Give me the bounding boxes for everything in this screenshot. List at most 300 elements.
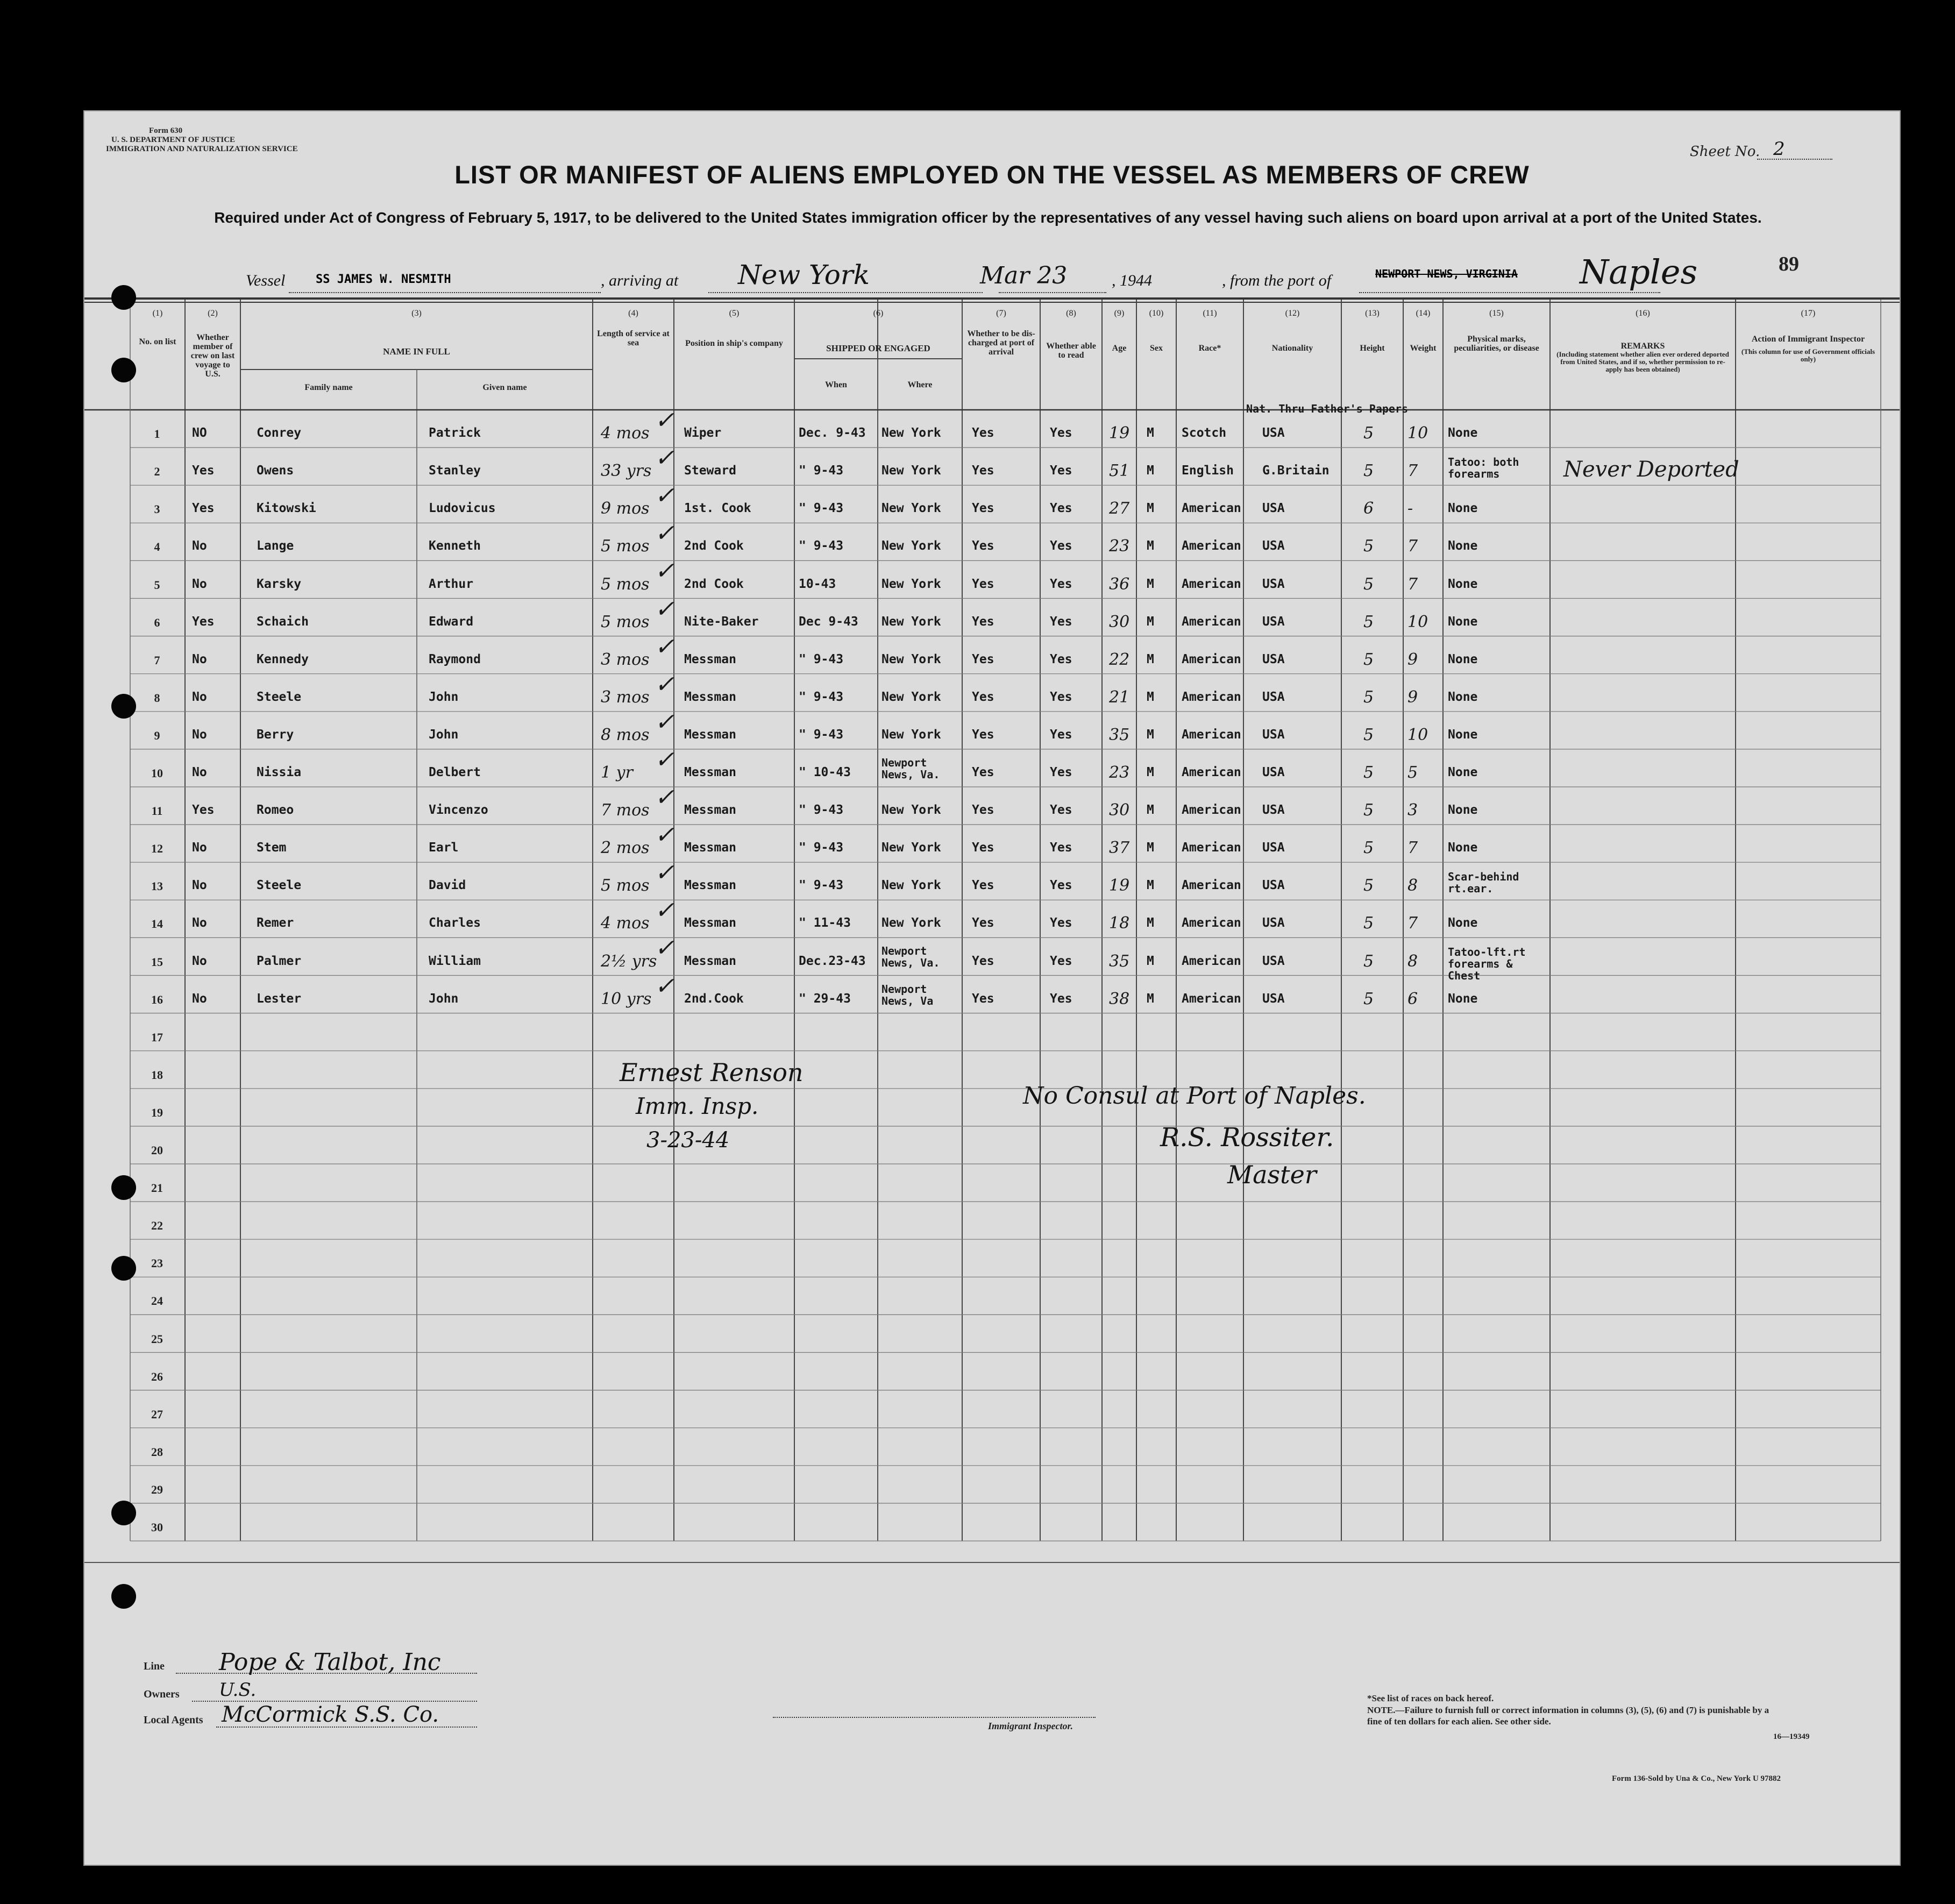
crew-marks: None [1448, 539, 1478, 553]
crew-age: 19 [1109, 424, 1130, 443]
crew-sex: M [1147, 916, 1154, 930]
crew-family: Conrey [257, 426, 302, 441]
crew-family: Remer [257, 916, 294, 930]
crew-when: " 29-43 [799, 991, 851, 1006]
check-mark: ✓ [655, 972, 674, 1000]
crew-age: 36 [1109, 574, 1130, 594]
crew-prev: No [192, 727, 207, 742]
crew-where: Newport News, Va. [881, 944, 940, 970]
crew-race: American [1182, 878, 1241, 893]
check-mark: ✓ [655, 934, 674, 962]
column-number: (6) [873, 309, 884, 318]
row-number: 4 [154, 540, 160, 554]
crew-family: Lange [257, 539, 294, 553]
crew-family: Karsky [257, 577, 302, 591]
crew-discharged: Yes [972, 539, 994, 553]
row-number: 19 [151, 1105, 163, 1119]
crew-where: Newport News, Va. [881, 756, 940, 781]
crew-age: 22 [1109, 650, 1130, 669]
crew-prev: Yes [192, 803, 215, 818]
binder-hole [111, 1256, 136, 1281]
crew-sex: M [1147, 501, 1154, 516]
crew-weight: 10 [1407, 612, 1428, 631]
check-mark: ✓ [655, 520, 674, 548]
crew-given: John [429, 727, 459, 742]
crew-race: American [1182, 501, 1241, 516]
crew-family: Palmer [257, 954, 302, 968]
crew-race: American [1182, 916, 1241, 930]
crew-family: Steele [257, 878, 302, 893]
crew-discharged: Yes [972, 991, 994, 1006]
check-mark: ✓ [655, 821, 674, 849]
crew-weight: 10 [1407, 725, 1428, 744]
crew-family: Berry [257, 727, 294, 742]
crew-sex: M [1147, 991, 1154, 1006]
crew-height: 5 [1363, 461, 1374, 481]
crew-age: 38 [1109, 989, 1130, 1008]
crew-where: New York [881, 652, 941, 666]
crew-sex: M [1147, 690, 1154, 704]
row-number: 25 [151, 1332, 163, 1346]
crew-weight: 7 [1407, 537, 1418, 556]
crew-marks: None [1448, 577, 1478, 591]
crew-where: New York [881, 690, 941, 704]
crew-read: Yes [1050, 652, 1072, 666]
crew-discharged: Yes [972, 803, 994, 818]
crew-family: Romeo [257, 803, 294, 818]
binder-hole [111, 358, 136, 382]
crew-given: Edward [429, 614, 474, 629]
check-mark: ✓ [655, 633, 674, 660]
crew-position: 2nd Cook [684, 577, 744, 591]
master-signature: R.S. Rossiter. [1160, 1122, 1334, 1153]
crew-discharged: Yes [972, 954, 994, 968]
crew-when: " 9-43 [799, 727, 844, 742]
consul-note: No Consul at Port of Naples. [1023, 1082, 1366, 1110]
crew-discharged: Yes [972, 577, 994, 591]
crew-when: " 9-43 [799, 652, 844, 666]
crew-prev: Yes [192, 464, 215, 478]
crew-when: Dec 9-43 [799, 614, 858, 629]
departure-port: Naples [1580, 252, 1698, 292]
owners-label: Owners [144, 1688, 180, 1700]
column-number: (8) [1066, 309, 1076, 318]
crew-nationality: USA [1262, 878, 1285, 893]
column-header-2: Whether member of crew on last voyage to U.S. [190, 333, 235, 379]
crew-prev: Yes [192, 614, 215, 629]
crew-read: Yes [1050, 916, 1072, 930]
row-number: 29 [151, 1482, 163, 1496]
check-mark: ✓ [655, 859, 674, 887]
column-subheader: (This column for use of Government officials only) [1741, 347, 1875, 363]
column-number: (10) [1149, 309, 1164, 318]
crew-remarks: Never Deported [1563, 457, 1739, 482]
column-header-15: Physical marks, peculiarities, or disease [1454, 335, 1539, 353]
crew-read: Yes [1050, 614, 1072, 629]
crew-where: New York [881, 577, 941, 591]
crew-nationality: USA [1262, 727, 1285, 742]
row-number: 18 [151, 1068, 163, 1082]
crew-given: John [429, 991, 459, 1006]
row-number: 1 [154, 427, 160, 441]
crew-race: American [1182, 539, 1241, 553]
binder-hole [111, 1175, 136, 1200]
crew-age: 35 [1109, 951, 1130, 971]
crew-position: Messman [684, 841, 736, 855]
column-subheader: Where [907, 380, 933, 389]
column-number: (11) [1203, 309, 1217, 318]
sheet-label: Sheet No. [1690, 144, 1760, 160]
crew-height: 5 [1363, 801, 1374, 820]
crew-weight: 7 [1407, 839, 1418, 858]
crew-age: 21 [1109, 687, 1130, 707]
crew-read: Yes [1050, 765, 1072, 779]
column-header-13: Height [1360, 344, 1385, 353]
crew-given: Delbert [429, 765, 481, 779]
crew-nationality: USA [1262, 954, 1285, 968]
crew-weight: 9 [1407, 687, 1418, 707]
crew-nationality: USA [1262, 614, 1285, 629]
column-subheader: Given name [482, 383, 527, 392]
row-number: 15 [151, 955, 163, 969]
row-number: 22 [151, 1219, 163, 1233]
column-number: (7) [996, 309, 1006, 318]
crew-service: 3 mos [601, 687, 650, 707]
printer-imprint: Form 136-Sold by Una & Co., New York U 97882 [1612, 1774, 1781, 1783]
crew-marks: None [1448, 614, 1478, 629]
sheet-number: 2 [1773, 138, 1785, 160]
crew-age: 37 [1109, 839, 1130, 858]
crew-family: Kennedy [257, 652, 309, 666]
crew-nationality: USA [1262, 577, 1285, 591]
crew-marks: None [1448, 991, 1478, 1006]
crew-nationality: USA [1262, 803, 1285, 818]
crew-read: Yes [1050, 426, 1072, 441]
department: U. S. DEPARTMENT OF JUSTICE [111, 136, 236, 144]
crew-service: 5 mos [601, 574, 650, 594]
crew-weight: 6 [1407, 989, 1418, 1008]
crew-age: 51 [1109, 461, 1130, 481]
row-number: 7 [154, 653, 160, 667]
crew-prev: Yes [192, 501, 215, 516]
crew-age: 27 [1109, 499, 1130, 518]
crew-sex: M [1147, 464, 1154, 478]
crew-age: 23 [1109, 537, 1130, 556]
column-number: (1) [152, 309, 163, 318]
crew-where: New York [881, 916, 941, 930]
crew-when: " 9-43 [799, 878, 844, 893]
column-header-7: Whether to be dis-charged at port of arrival [967, 329, 1035, 357]
row-number: 16 [151, 992, 163, 1006]
fine-note: NOTE.—Failure to furnish full or correct information in columns (3), (5), (6) and (7) is punishable by a fine of ten dollars for each alien. See other side. [1367, 1705, 1769, 1727]
column-number: (17) [1801, 309, 1816, 318]
crew-read: Yes [1050, 501, 1072, 516]
crew-weight: - [1407, 499, 1413, 518]
column-number: (16) [1636, 309, 1650, 318]
crew-age: 18 [1109, 914, 1130, 933]
row-number: 24 [151, 1294, 163, 1308]
crew-position: Messman [684, 727, 736, 742]
column-subheader: Family name [304, 383, 353, 392]
form-code: 16—19349 [1773, 1732, 1810, 1741]
crew-where: New York [881, 426, 941, 441]
column-header-6: SHIPPED OR ENGAGED [826, 343, 930, 353]
crew-weight: 5 [1407, 763, 1418, 782]
crew-prev: No [192, 878, 207, 893]
crew-age: 19 [1109, 876, 1130, 896]
row-number: 26 [151, 1369, 163, 1383]
crew-nationality: USA [1262, 501, 1285, 516]
races-note: *See list of races on back hereof. [1367, 1693, 1494, 1703]
check-mark: ✓ [655, 407, 674, 434]
crew-given: Vincenzo [429, 803, 488, 818]
crew-age: 30 [1109, 801, 1130, 820]
crew-prev: No [192, 539, 207, 553]
crew-race: American [1182, 727, 1241, 742]
crew-where: New York [881, 614, 941, 629]
crew-position: 2nd Cook [684, 539, 744, 553]
crew-position: Messman [684, 954, 736, 968]
crew-where: New York [881, 803, 941, 818]
binder-hole [111, 285, 136, 310]
crew-service: 5 mos [601, 876, 650, 896]
crew-service: 33 yrs [601, 461, 652, 481]
crew-given: Ludovicus [429, 501, 496, 516]
crew-nationality-note: Nat. Thru Father's Papers [1246, 402, 1409, 415]
crew-where: New York [881, 501, 941, 516]
crew-family: Owens [257, 464, 294, 478]
crew-given: John [429, 690, 459, 704]
inspector-signature: Ernest Renson [620, 1058, 804, 1087]
inspector-title: Imm. Insp. [636, 1093, 759, 1119]
column-header-11: Race* [1198, 344, 1221, 353]
crew-position: Messman [684, 652, 736, 666]
crew-weight: 8 [1407, 951, 1418, 971]
crew-race: American [1182, 991, 1241, 1006]
crew-service: 8 mos [601, 725, 650, 744]
crew-sex: M [1147, 765, 1154, 779]
form-grid [84, 111, 1900, 1865]
crew-read: Yes [1050, 803, 1072, 818]
crew-discharged: Yes [972, 464, 994, 478]
crew-sex: M [1147, 841, 1154, 855]
crew-nationality: USA [1262, 539, 1285, 553]
crew-height: 5 [1363, 612, 1374, 631]
crew-sex: M [1147, 426, 1154, 441]
crew-prev: No [192, 954, 207, 968]
crew-when: 10-43 [799, 577, 836, 591]
crew-position: Nite-Baker [684, 614, 759, 629]
row-number: 13 [151, 879, 163, 893]
crew-sex: M [1147, 577, 1154, 591]
crew-when: Dec.23-43 [799, 954, 866, 968]
crew-marks: None [1448, 652, 1478, 666]
binder-hole [111, 694, 136, 719]
crew-marks: None [1448, 841, 1478, 855]
column-number: (12) [1285, 309, 1300, 318]
arrival-year: , 1944 [1112, 272, 1152, 289]
column-header-1: No. on list [139, 337, 176, 346]
owners-value: U.S. [219, 1679, 257, 1701]
crew-read: Yes [1050, 539, 1072, 553]
check-mark: ✓ [655, 557, 674, 585]
crew-height: 5 [1363, 763, 1374, 782]
check-mark: ✓ [655, 670, 674, 698]
crew-race: English [1182, 464, 1234, 478]
crew-race: American [1182, 690, 1241, 704]
crew-when: " 9-43 [799, 841, 844, 855]
crew-nationality: G.Britain [1262, 464, 1330, 478]
form-title: LIST OR MANIFEST OF ALIENS EMPLOYED ON THE VESSEL AS MEMBERS OF CREW [454, 160, 1530, 189]
column-header-14: Weight [1410, 344, 1437, 353]
crew-when: " 9-43 [799, 464, 844, 478]
crew-when: " 9-43 [799, 539, 844, 553]
crew-discharged: Yes [972, 501, 994, 516]
crew-discharged: Yes [972, 652, 994, 666]
column-number: (3) [411, 309, 422, 318]
column-header-12: Nationality [1271, 344, 1313, 353]
crew-height: 5 [1363, 537, 1374, 556]
form-subtitle: Required under Act of Congress of February 5, 1917, to be delivered to the United States immigration officer by the representatives of any vessel having such aliens on board upon arrival at a port of the United States. [214, 209, 1762, 226]
crew-prev: No [192, 652, 207, 666]
crew-marks: None [1448, 916, 1478, 930]
crew-race: American [1182, 803, 1241, 818]
row-number: 14 [151, 917, 163, 931]
crew-prev: NO [192, 426, 207, 441]
row-number: 12 [151, 842, 163, 856]
row-number: 5 [154, 578, 160, 592]
crew-height: 5 [1363, 951, 1374, 971]
arriving-port: New York [738, 259, 870, 290]
crew-read: Yes [1050, 841, 1072, 855]
crew-family: Lester [257, 991, 302, 1006]
column-number: (14) [1416, 309, 1431, 318]
crew-marks: None [1448, 690, 1478, 704]
crew-service: 2½ yrs [601, 951, 657, 971]
agents-label: Local Agents [144, 1714, 203, 1726]
crew-height: 5 [1363, 725, 1374, 744]
crew-service: 5 mos [601, 612, 650, 631]
agents-value: McCormick S.S. Co. [222, 1702, 439, 1727]
column-header-3: NAME IN FULL [383, 346, 450, 357]
line-value: Pope & Talbot, Inc [219, 1649, 441, 1676]
crew-position: Steward [684, 464, 736, 478]
crew-height: 5 [1363, 914, 1374, 933]
crew-discharged: Yes [972, 878, 994, 893]
vessel-name: SS JAMES W. NESMITH [316, 273, 451, 286]
column-number: (2) [208, 309, 218, 318]
crew-when: " 9-43 [799, 690, 844, 704]
row-number: 2 [154, 465, 160, 479]
crew-read: Yes [1050, 690, 1072, 704]
crew-discharged: Yes [972, 765, 994, 779]
check-mark: ✓ [655, 897, 674, 925]
immigrant-inspector-label: Immigrant Inspector. [988, 1721, 1074, 1731]
crew-when: " 9-43 [799, 803, 844, 818]
column-header-17: Action of Immigrant Inspector [1751, 335, 1865, 344]
check-mark: ✓ [655, 708, 674, 736]
crew-height: 5 [1363, 687, 1374, 707]
line-label: Line [144, 1660, 165, 1672]
row-number: 8 [154, 691, 160, 705]
crew-marks: Tatoo: both forearms [1448, 456, 1519, 481]
crew-when: " 11-43 [799, 916, 851, 930]
service-name: IMMIGRATION AND NATURALIZATION SERVICE [106, 145, 298, 153]
row-number: 20 [151, 1143, 163, 1157]
check-mark: ✓ [655, 745, 674, 773]
crew-age: 30 [1109, 612, 1130, 631]
column-subheader: (Including statement whether alien ever ordered deported from United States, and if so, whether permission to re-apply has been obtained) [1556, 350, 1729, 373]
crew-marks: None [1448, 765, 1478, 779]
from-port-label: , from the port of [1222, 272, 1332, 289]
crew-service: 4 mos [601, 914, 650, 933]
crew-nationality: USA [1262, 916, 1285, 930]
crew-service: 4 mos [601, 424, 650, 443]
crew-nationality: USA [1262, 841, 1285, 855]
crew-where: Newport News, Va [881, 982, 934, 1007]
crew-given: Patrick [429, 426, 481, 441]
crew-race: Scotch [1182, 426, 1227, 441]
crew-sex: M [1147, 539, 1154, 553]
crew-sex: M [1147, 954, 1154, 968]
crew-family: Schaich [257, 614, 309, 629]
crew-position: 1st. Cook [684, 501, 751, 516]
column-header-8: Whether able to read [1046, 342, 1096, 360]
crew-race: American [1182, 652, 1241, 666]
crew-height: 5 [1363, 574, 1374, 594]
crew-weight: 9 [1407, 650, 1418, 669]
crew-height: 5 [1363, 650, 1374, 669]
crew-service: 10 yrs [601, 989, 652, 1008]
crew-family: Stem [257, 841, 287, 855]
crew-where: New York [881, 539, 941, 553]
crew-prev: No [192, 841, 207, 855]
crew-service: 7 mos [601, 801, 650, 820]
crew-race: American [1182, 614, 1241, 629]
crew-weight: 7 [1407, 914, 1418, 933]
crew-where: New York [881, 464, 941, 478]
crew-nationality: USA [1262, 652, 1285, 666]
crew-marks: Tatoo-lft.rt forearms & Chest [1448, 946, 1526, 983]
crew-when: " 9-43 [799, 501, 844, 516]
crew-height: 6 [1363, 499, 1374, 518]
arriving-label: , arriving at [601, 272, 679, 289]
crew-marks: Scar-behind rt.ear. [1448, 870, 1519, 896]
crew-race: American [1182, 841, 1241, 855]
crew-marks: None [1448, 803, 1478, 818]
crew-discharged: Yes [972, 426, 994, 441]
check-mark: ✓ [655, 482, 674, 510]
column-number: (9) [1114, 309, 1125, 318]
crew-position: Messman [684, 765, 736, 779]
crew-marks: None [1448, 426, 1478, 441]
crew-position: Messman [684, 690, 736, 704]
crew-prev: No [192, 765, 207, 779]
crew-nationality: USA [1262, 690, 1285, 704]
crew-when: " 10-43 [799, 765, 851, 779]
crew-nationality: USA [1262, 991, 1285, 1006]
manifest-sheet [83, 110, 1901, 1866]
column-header-5: Position in ship's company [685, 339, 783, 348]
crew-where: New York [881, 878, 941, 893]
master-title: Master [1227, 1160, 1317, 1189]
crew-height: 5 [1363, 989, 1374, 1008]
row-number: 27 [151, 1407, 163, 1421]
crew-marks: None [1448, 501, 1478, 516]
crew-prev: No [192, 577, 207, 591]
crew-marks: None [1448, 727, 1478, 742]
crew-given: Stanley [429, 464, 481, 478]
